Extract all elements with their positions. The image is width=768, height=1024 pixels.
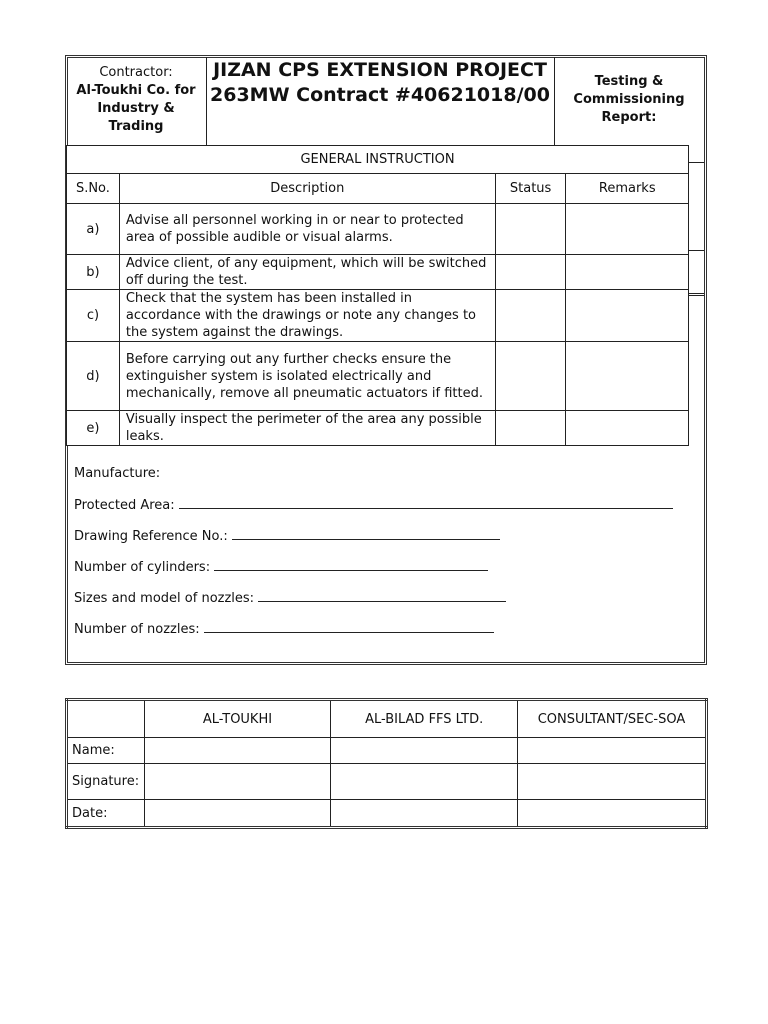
contractor-cell [66,57,207,147]
row-status[interactable] [495,342,566,411]
manufacture-label: Manufacture: [74,466,161,481]
party-consultant: CONSULTANT/SEC-SOA [517,700,706,738]
report-title: Testing & Commissioning Report: [573,74,685,125]
contractor-name: Al-Toukhi Co. for Industry & Trading [76,83,196,134]
signature-consultant[interactable] [517,764,706,800]
contractor-label: Contractor: [99,65,173,80]
row-description: Advise all personnel working in or near to protected area of possible audible or visual alarms. [119,204,495,255]
header-grid-line [689,293,704,296]
row-description: Check that the system has been installed in accordance with the drawings or note any changes to the system against the drawings. [119,290,495,342]
date-al-bilad[interactable] [331,800,518,828]
party-al-bilad: AL-BILAD FFS LTD. [331,700,518,738]
table-row [67,255,689,290]
row-sno: d) [67,342,120,411]
project-title-line2: 263MW Contract #40621018/00 [210,84,550,106]
protected-area-field[interactable] [74,497,673,513]
row-status[interactable] [495,255,566,290]
sizes-and-model-label: Sizes and model of nozzles: [74,591,255,606]
general-instruction-table [66,145,689,446]
sizes-and-model-line[interactable] [258,590,506,602]
project-title-line1: JIZAN CPS EXTENSION PROJECT [213,59,547,81]
row-status[interactable] [495,290,566,342]
project-title-cell [206,57,555,147]
name-al-bilad[interactable] [331,738,518,764]
row-remarks[interactable] [566,255,689,290]
drawing-reference-field[interactable] [74,528,500,544]
sizes-and-model-field[interactable] [74,590,506,606]
drawing-reference-label: Drawing Reference No.: [74,529,228,544]
column-header-remarks: Remarks [566,174,689,204]
protected-area-line[interactable] [179,497,673,509]
column-header-description: Description [119,174,495,204]
date-al-toukhi[interactable] [144,800,331,828]
row-description: Advice client, of any equipment, which will be switched off during the test. [119,255,495,290]
row-remarks[interactable] [566,342,689,411]
row-label-date: Date: [67,800,145,828]
table-row [67,290,689,342]
number-of-nozzles-line[interactable] [204,621,494,633]
row-sno: c) [67,290,120,342]
protected-area-label: Protected Area: [74,498,175,513]
name-al-toukhi[interactable] [144,738,331,764]
number-of-cylinders-line[interactable] [214,559,488,571]
column-header-status: Status [495,174,566,204]
signoff-corner [67,700,145,738]
table-row [67,738,707,764]
drawing-reference-line[interactable] [232,528,500,540]
date-consultant[interactable] [517,800,706,828]
row-status[interactable] [495,411,566,446]
row-label-signature: Signature: [67,764,145,800]
row-description: Before carrying out any further checks ensure the extinguisher system is isolated electrically and mechanically, remove all pneumatic actuators if fitted. [119,342,495,411]
header-grid-line [689,250,704,251]
row-description: Visually inspect the perimeter of the area any possible leaks. [119,411,495,446]
header-grid-line [689,162,704,163]
name-consultant[interactable] [517,738,706,764]
number-of-nozzles-label: Number of nozzles: [74,622,200,637]
number-of-cylinders-label: Number of cylinders: [74,560,211,575]
signoff-table [65,698,708,829]
row-sno: b) [67,255,120,290]
row-label-name: Name: [67,738,145,764]
row-remarks[interactable] [566,411,689,446]
general-instruction-title: GENERAL INSTRUCTION [67,146,689,174]
number-of-cylinders-field[interactable] [74,559,488,575]
number-of-nozzles-field[interactable] [74,621,494,637]
table-row [67,204,689,255]
row-sno: a) [67,204,120,255]
report-type-cell [554,57,704,147]
manufacture-field[interactable] [74,466,160,481]
party-al-toukhi: AL-TOUKHI [144,700,331,738]
table-row [67,342,689,411]
column-header-sno: S.No. [67,174,120,204]
table-row [67,764,707,800]
signature-al-bilad[interactable] [331,764,518,800]
signature-al-toukhi[interactable] [144,764,331,800]
table-row [67,411,689,446]
row-remarks[interactable] [566,290,689,342]
row-status[interactable] [495,204,566,255]
row-remarks[interactable] [566,204,689,255]
table-row [67,800,707,828]
row-sno: e) [67,411,120,446]
